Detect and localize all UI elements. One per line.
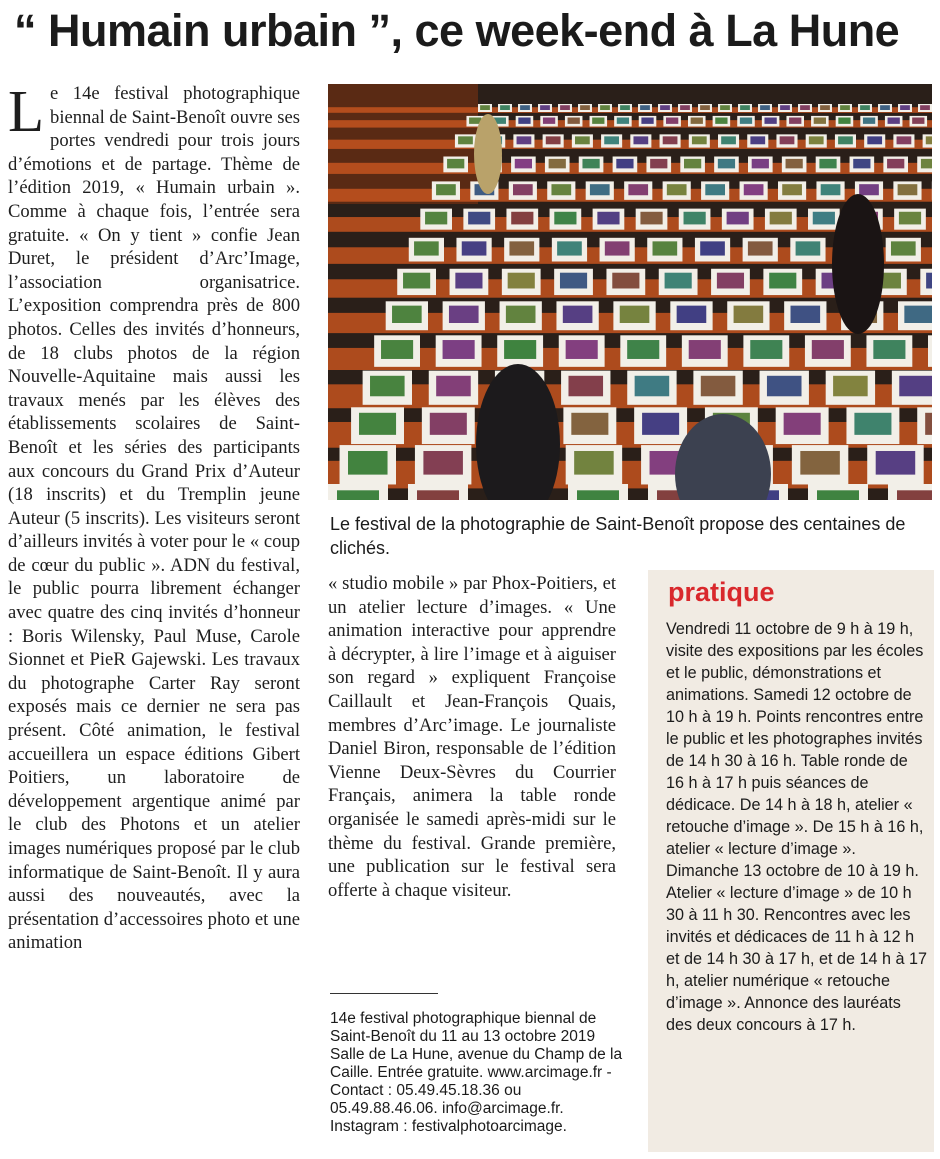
article-body-part-2: « studio mobile » par Phox-Poitiers, et un atelier lecture d’images. « Une animation interactive pour apprendre à décrypter, à lire l’image et à aiguiser son regard » expliquent Françoise Caillault et Jean-François Quais, membres d’Arc’image. Le journaliste Daniel Biron, responsable de l’édition Vienne Deux-Sèvres du Courrier Français, animera la table ronde organisée le samedi après-midi sur le thème du festival. Grande première, une publication sur le festival sera offerte à chaque visiteur.	[328, 573, 616, 901]
headline: “ Humain urbain ”, ce week-end à La Hune	[14, 5, 900, 56]
divider	[330, 993, 438, 994]
exhibition-photo	[328, 84, 932, 500]
article-body-part-1: e 14e festival photographique biennal de Saint-Benoît ouvre ses portes vendredi pour trois jours d’émotions et de partage. Thème de l’édition 2019, « Humain urbain ». Comme à chaque fois, l’entrée sera gratuite. « On y tient » confie Jean Duret, le président d’Arc’Image, l’association organisatrice. L’exposition comprendra près de 800 photos. Celles des invités d’honneurs, de 18 clubs photos de la région Nouvelle-Aquitaine mais aussi les travaux menés par les élèves des établissements scolaires de Saint-Benoît et les séries des participants aux concours du Grand Prix d’Auteur (18 inscrits) et du Tremplin jeune Auteur (5 inscrits). Les visiteurs seront d’ailleurs invités à voter pour le « coup de cœur du public ». ADN du festival, le public pourra librement échanger avec quatre des cinq invités d’honneur : Boris Wilensky, Paul Muse, Carole Sionnet et PieR Gajewski. Les travaux du photographe Carter Ray seront exposés mais ce dernier ne sera pas présent. Côté animation, le festival accueillera un espace éditions Gibert Poitiers, un laboratoire de développement argentique animé par le club des Photons et un atelier images numériques proposé par le club informatique de Saint-Benoît. Il y aura aussi des nouveautés, avec la présentation d’accessoires photo et une animation	[8, 83, 300, 954]
sidebar-schedule: Vendredi 11 octobre de 9 h à 19 h, visite des expositions par les écoles et le public, démonstrations et animations. Samedi 12 octobre de 10 h à 19 h. Points rencontres entre le public et les photographes invités de 14 h 30 à 16 h. Table ronde de 16 h à 17 h puis séances de dédicace. De 14 h à 18 h, atelier « retouche d’image ». De 15 h à 16 h, atelier « lecture d’image ». Dimanche 13 octobre de 10 à 19 h. Atelier « lecture d’image » de 10 h 30 à 11 h 30. Rencontres avec les invités et dédicaces de 11 h à 12 h et de 14 h 30 à 17 h, et de 14 h à 17 h, atelier numérique « retouche d’image ». Annonce des lauréats des deux concours à 17 h.	[666, 620, 928, 1034]
article-column-2	[328, 572, 616, 902]
sidebar-title: pratique	[668, 577, 775, 607]
pratique-sidebar	[648, 570, 934, 1152]
event-info: 14e festival photographique biennal de Saint-Benoît du 11 au 13 octobre 2019 Salle de La Hune, avenue du Champ de la Caille. Entrée gratuite. www.arcimage.fr - Contact : 05.49.45.18.36 ou 05.49.88.46.06. info@arcimage.fr. Instagram : festivalphotoarcimage.	[330, 1010, 623, 1135]
drop-cap: L	[8, 78, 45, 144]
article-column-1	[8, 78, 300, 955]
photo-exhibition-image	[328, 84, 932, 500]
photo-caption: Le festival de la photographie de Saint-Benoît propose des centaines de clichés.	[330, 514, 906, 558]
